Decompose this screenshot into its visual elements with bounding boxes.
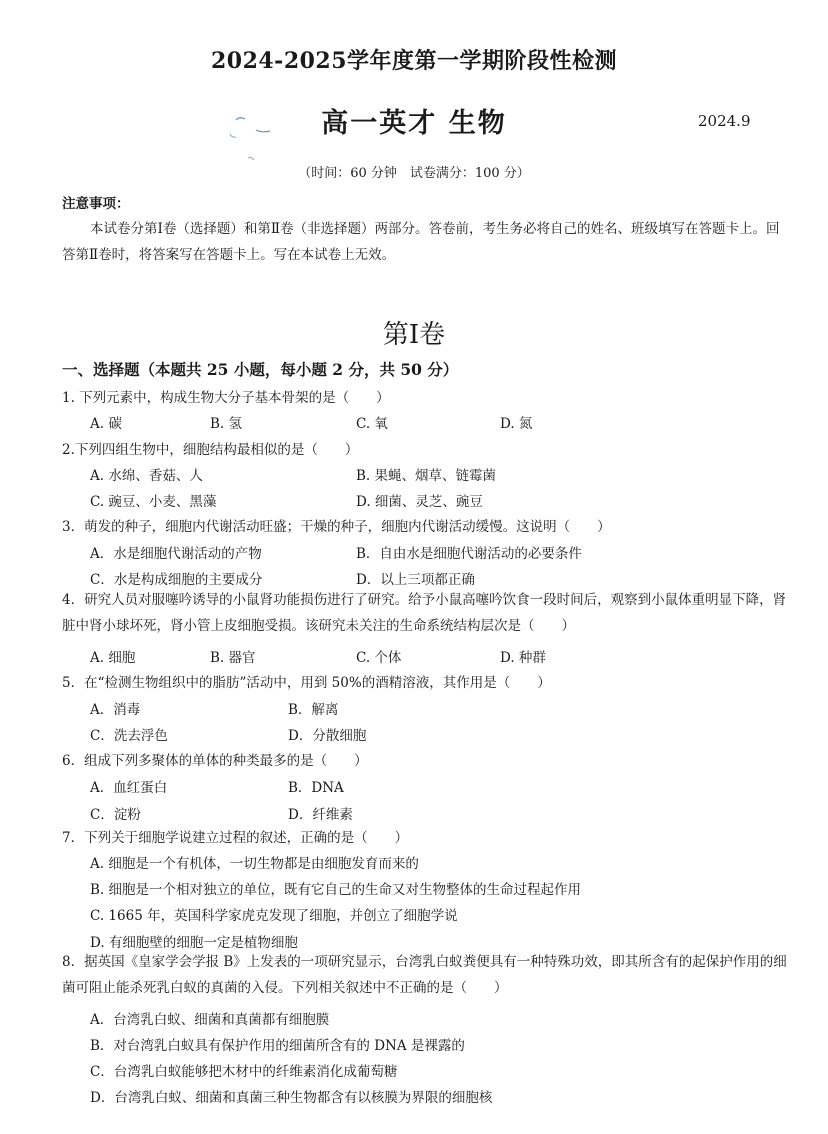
exam-time-info: （时间：60 分钟 试卷满分：100 分） (298, 166, 530, 181)
exam-subtitle: 高一英才 生物 (321, 108, 507, 139)
question-3-option-d: D．以上三项都正确 (356, 572, 475, 588)
question-6-option-d: D．纤维素 (288, 807, 353, 823)
question-7-option-d: D. 有细胞壁的细胞一定是植物细胞 (90, 935, 298, 951)
question-7-option-a: A. 细胞是一个有机体，一切生物都是由细胞发育而来的 (90, 856, 419, 872)
question-5-option-b: B．解离 (288, 702, 339, 718)
exam-title: 2024-2025学年度第一学期阶段性检测 (210, 48, 618, 74)
question-3-stem: 3．萌发的种子，细胞内代谢活动旺盛；干燥的种子，细胞内代谢活动缓慢。这说明（ ） (62, 519, 611, 535)
question-2-option-b: B. 果蝇、烟草、链霉菌 (356, 468, 497, 484)
question-3-option-a: A．水是细胞代谢活动的产物 (90, 546, 262, 562)
notice-title: 注意事项： (62, 196, 130, 212)
question-2-option-c: C. 豌豆、小麦、黑藻 (90, 494, 217, 510)
question-6-option-b: B．DNA (288, 780, 344, 796)
question-3-option-b: B．自由水是细胞代谢活动的必要条件 (356, 546, 582, 562)
question-6-option-c: C．淀粉 (90, 807, 141, 823)
section-heading: 一、选择题（本题共 25 小题，每小题 2 分，共 50 分） (62, 360, 459, 379)
question-4-option-c: C. 个体 (356, 650, 402, 666)
question-1-option-c: C. 氧 (356, 416, 388, 432)
question-8-option-c: C．台湾乳白蚁能够把木材中的纤维素消化成葡萄糖 (90, 1064, 398, 1080)
question-7-option-b: B. 细胞是一个相对独立的单位，既有它自己的生命又对生物整体的生命过程起作用 (90, 882, 582, 898)
question-4-option-b: B. 器官 (210, 650, 256, 666)
question-6-stem: 6．组成下列多聚体的单体的种类最多的是（ ） (62, 753, 368, 769)
question-8-option-d: D．台湾乳白蚁、细菌和真菌三种生物都含有以核膜为界限的细胞核 (90, 1090, 493, 1106)
notice-body: 本试卷分第Ⅰ卷（选择题）和第Ⅱ卷（非选择题）两部分。答卷前，考生务必将自己的姓名、班级填写在答题卡上。回答第Ⅱ卷时，将答案写在答题卡上。写在本试卷上无效。 (62, 221, 780, 263)
question-4-stem: 4．研究人员对服噻吟诱导的小鼠肾功能损伤进行了研究。给予小鼠高噻吟饮食一段时间后，观察到小鼠体重明显下降，肾脏中肾小球坏死，肾小管上皮细胞受损。该研究未关注的生命系统结构层次是（ ） (62, 592, 787, 634)
question-5-option-d: D．分散细胞 (288, 728, 367, 744)
question-3-option-c: C．水是构成细胞的主要成分 (90, 572, 263, 588)
question-7-option-c: C. 1665 年，英国科学家虎克发现了细胞，并创立了细胞学说 (90, 908, 458, 924)
question-5-option-c: C．洗去浮色 (90, 728, 168, 744)
question-4-option-a: A. 细胞 (90, 650, 136, 666)
question-1-option-d: D. 氮 (500, 416, 533, 432)
question-1-option-a: A. 碳 (90, 416, 122, 432)
question-8-option-a: A．台湾乳白蚁、细菌和真菌都有细胞膜 (90, 1012, 330, 1028)
question-1-stem: 1. 下列元素中，构成生物大分子基本骨架的是（ ） (62, 390, 390, 406)
question-5-option-a: A．消毒 (90, 702, 141, 718)
volume-title: 第Ⅰ卷 (382, 320, 446, 350)
question-8-stem: 8．据英国《皇家学会学报 B》上发表的一项研究显示，台湾乳白蚁粪便具有一种特殊功效，即其所含有的起保护作用的细菌可阻止能杀死乳白蚁的真菌的入侵。下列相关叙述中不正确的是（ ） (62, 954, 787, 996)
question-7-stem: 7．下列关于细胞学说建立过程的叙述，正确的是（ ） (62, 830, 409, 846)
question-2-option-a: A. 水绵、香菇、人 (90, 468, 203, 484)
question-2-option-d: D. 细菌、灵芝、豌豆 (356, 494, 483, 510)
question-5-stem: 5．在“检测生物组织中的脂肪”活动中，用到 50%的酒精溶液，其作用是（ ） (62, 675, 551, 691)
question-1-option-b: B. 氢 (210, 416, 243, 432)
question-4-option-d: D. 种群 (500, 650, 546, 666)
question-8-option-b: B．对台湾乳白蚁具有保护作用的细菌所含有的 DNA 是裸露的 (90, 1038, 465, 1054)
question-2-stem: 2.下列四组生物中，细胞结构最相似的是（ ） (62, 442, 359, 458)
question-6-option-a: A．血红蛋白 (90, 780, 168, 796)
exam-date: 2024.9 (698, 112, 751, 130)
